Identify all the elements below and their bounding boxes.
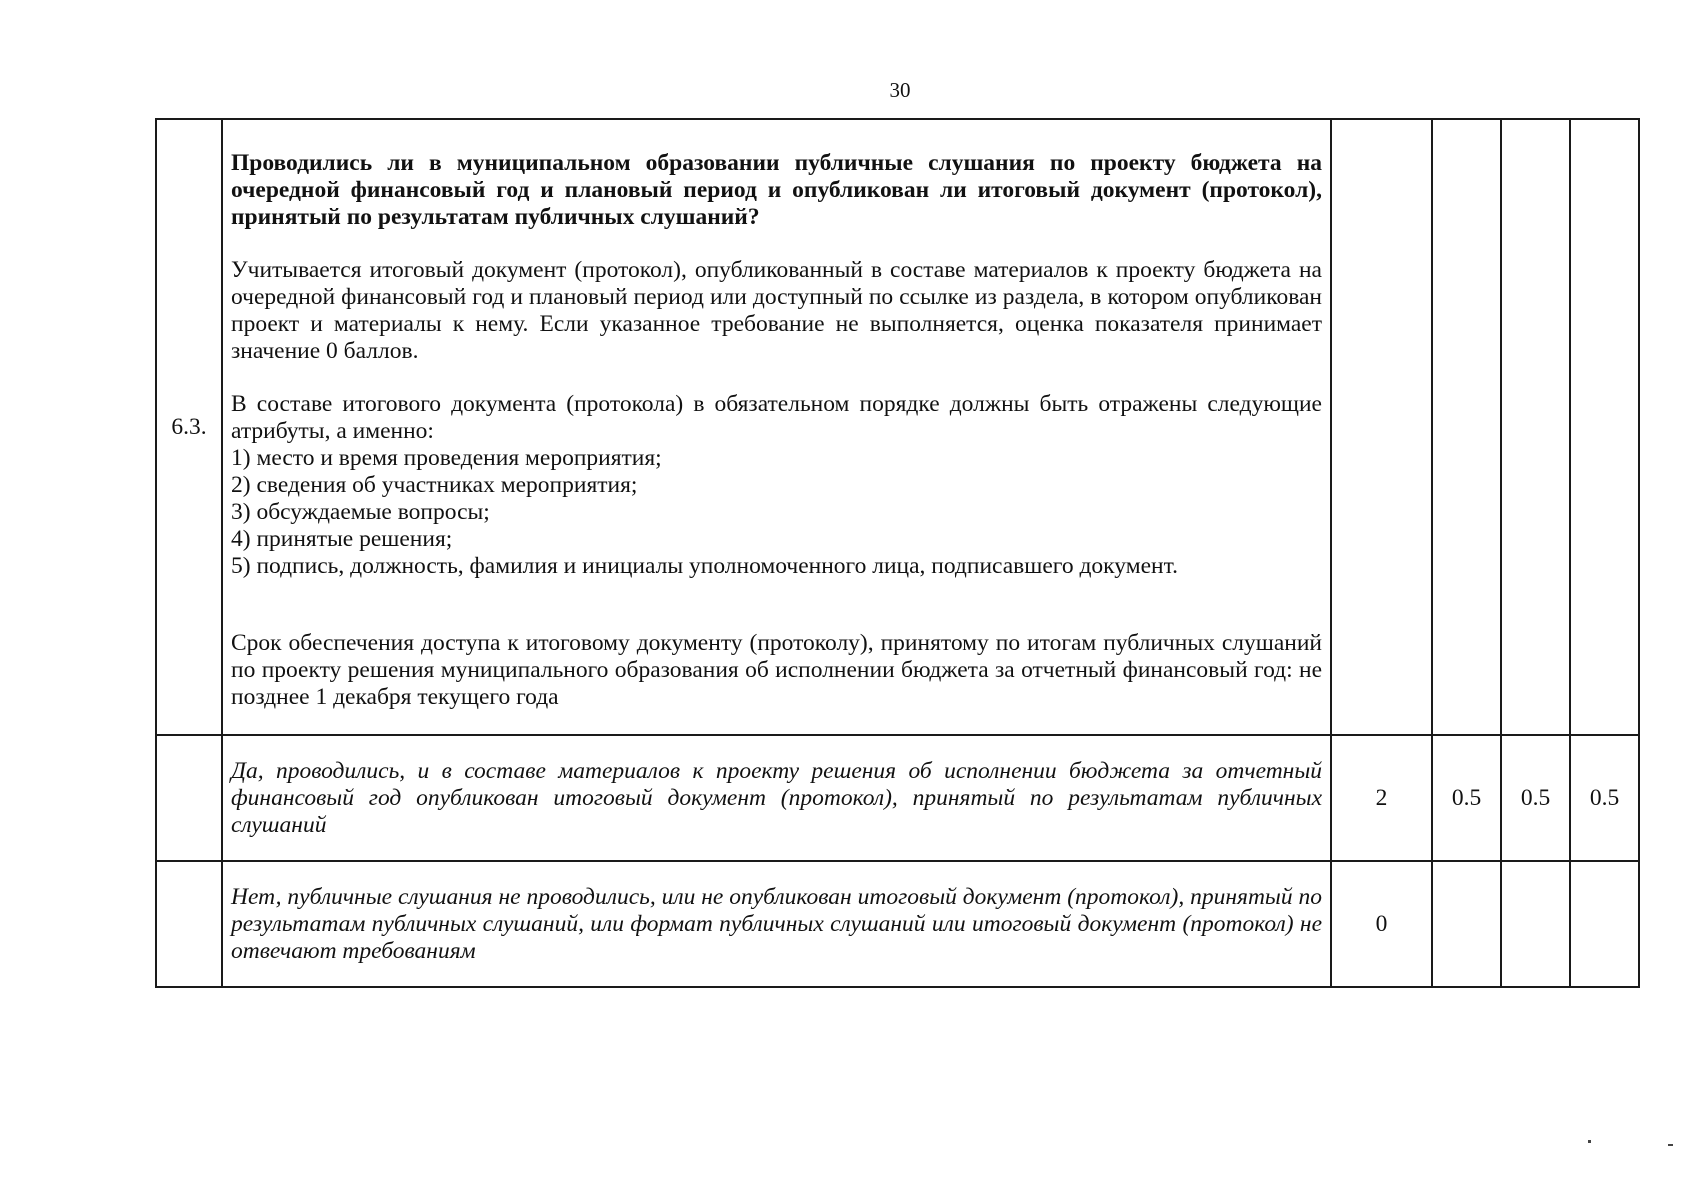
- answer-no-cell: [222, 861, 1331, 987]
- criterion-description: [222, 119, 1331, 735]
- answer-yes-text: Да, проводились, и в составе материалов к проекту решения об исполнении бюджета за отчетный финансовый год опубликован итоговый документ (протокол), принятый по результатам публичных слушаний: [231, 757, 1322, 838]
- weight-cell-empty: [1432, 119, 1501, 735]
- answer-yes-score: 2: [1331, 735, 1432, 861]
- page-number: 30: [889, 78, 911, 102]
- criteria-table: [155, 118, 1640, 988]
- weight-cell-empty: [1570, 119, 1639, 735]
- criterion-deadline: Срок обеспечения доступа к итоговому документу (протоколу), принятому по итогам публичных слушаний по проекту решения муниципального образования об исполнении бюджета за отчетный финансовый год: не позднее 1 декабря текущего года: [231, 629, 1322, 710]
- criterion-attributes: [231, 391, 1322, 580]
- answer-yes-cell: [222, 735, 1331, 861]
- scan-speck: [1668, 1144, 1673, 1146]
- list-item: 3) обсуждаемые вопросы;: [231, 498, 490, 525]
- criterion-question: Проводились ли в муниципальном образовании публичные слушания по проекту бюджета на очередной финансовый год и плановый период и опубликован ли итоговый документ (протокол), принятый по результатам публичных слушаний?: [231, 149, 1322, 230]
- list-item: 2) сведения об участниках мероприятия;: [231, 471, 638, 498]
- answer-yes-weight-2: 0.5: [1501, 735, 1570, 861]
- list-item: 1) место и время проведения мероприятия;: [231, 444, 662, 471]
- table-row-answer-yes: [156, 735, 1639, 861]
- answer-no-score: 0: [1331, 861, 1432, 987]
- weight-cell-empty: [1501, 119, 1570, 735]
- weight-cell-empty: [1570, 861, 1639, 987]
- answer-yes-weight-3: 0.5: [1570, 735, 1639, 861]
- criterion-number: 6.3.: [156, 119, 222, 735]
- table-row-criterion: [156, 119, 1639, 735]
- answer-number-empty: [156, 735, 222, 861]
- scan-speck: [1588, 1140, 1591, 1143]
- criterion-paragraph-2: В составе итогового документа (протокола) в обязательном порядке должны быть отражены следующие атрибуты, а именно:: [231, 390, 1322, 444]
- criterion-paragraph-1: Учитывается итоговый документ (протокол), опубликованный в составе материалов к проекту бюджета на очередной финансовый год и плановый период или доступный по ссылке из раздела, в котором опубликован проект и материалы к нему. Если указанное требование не выполняется, оценка показателя принимает значение 0 баллов.: [231, 256, 1322, 364]
- weight-cell-empty: [1501, 861, 1570, 987]
- list-item: 4) принятые решения;: [231, 525, 453, 552]
- answer-no-text: Нет, публичные слушания не проводились, или не опубликован итоговый документ (протокол), принятый по результатам публичных слушаний, или формат публичных слушаний или итоговый документ (протокол) не отвечают требованиям: [231, 883, 1322, 964]
- weight-cell-empty: [1432, 861, 1501, 987]
- list-item: 5) подпись, должность, фамилия и инициалы уполномоченного лица, подписавшего документ.: [231, 552, 1178, 579]
- answer-number-empty: [156, 861, 222, 987]
- table-row-answer-no: [156, 861, 1639, 987]
- answer-yes-weight-1: 0.5: [1432, 735, 1501, 861]
- score-cell-empty: [1331, 119, 1432, 735]
